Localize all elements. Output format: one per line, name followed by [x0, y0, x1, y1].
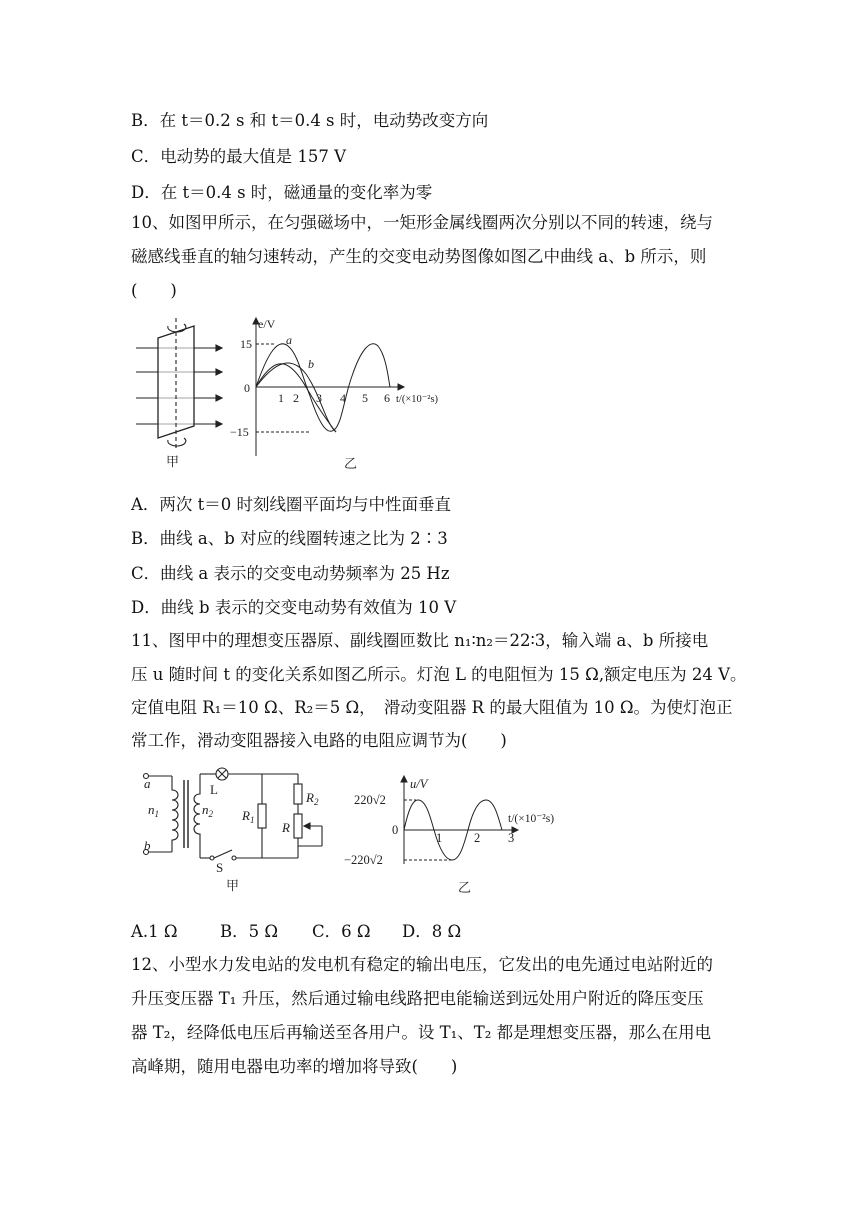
q12-stem-line-2: 升压变压器 T₁ 升压，然后通过输电线路把电能输送到远处用户附近的降压变压 — [131, 989, 704, 1008]
q12-stem-line-1: 12、小型水力发电站的发电机有稳定的输出电压，它发出的电先通过电站附近的 — [131, 955, 713, 974]
q10-graph-caption: 乙 — [344, 456, 358, 471]
q11-stem-line-2: 压 u 随时间 t 的变化关系如图乙所示。灯泡 L 的电阻恒为 15 Ω,额定电压为 24 V。 — [131, 665, 747, 684]
q10-graph-y-neg15: −15 — [230, 425, 249, 439]
q11-n1-label: $n_1$ — [148, 802, 159, 819]
q11-switch-label: S — [216, 860, 224, 875]
q10-stem-line-1: 10、如图甲所示，在匀强磁场中，一矩形金属线圈两次分别以不同的转速，绕与 — [131, 213, 713, 232]
q11-graph-x-2: 2 — [474, 831, 481, 845]
q10-graph-y-0: 0 — [244, 381, 250, 395]
q10-coil-caption: 甲 — [166, 454, 180, 469]
q10-graph-x-1: 1 — [278, 391, 284, 405]
q11-graph-y-top: 220√2 — [354, 793, 386, 807]
q11-ut-graph — [340, 774, 590, 898]
q11-graph-y-label: u/V — [410, 777, 428, 791]
q9-option-d: D．在 t＝0.4 s 时，磁通量的变化率为零 — [131, 183, 433, 202]
q10-graph-x-5: 5 — [362, 391, 368, 405]
q11-stem-line-1: 11、图甲中的理想变压器原、副线圈匝数比 n₁∶n₂＝22∶3，输入端 a、b 所接电 — [131, 631, 709, 650]
q10-graph-x-2: 2 — [293, 391, 299, 405]
q11-graph-x-3: 3 — [508, 831, 515, 845]
q11-circuit-caption: 甲 — [226, 878, 240, 893]
q10-graph-x-3: 3 — [316, 391, 322, 405]
q11-n2-label: $n_2$ — [202, 802, 213, 819]
q11-option-d: D．8 Ω — [402, 922, 462, 941]
q10-option-d: D．曲线 b 表示的交变电动势有效值为 10 V — [131, 598, 457, 617]
q9-option-b: B．在 t＝0.2 s 和 t＝0.4 s 时，电动势改变方向 — [131, 111, 489, 130]
q11-graph-x-label: t/(×10⁻²s) — [508, 813, 555, 825]
q11-terminal-b: b — [144, 838, 151, 853]
q10-curve-b-label: b — [308, 357, 314, 371]
q10-graph-x-6: 6 — [384, 391, 390, 405]
q11-r1-label: $R_1$ — [242, 808, 255, 825]
q10-et-graph — [226, 316, 456, 472]
q11-lamp-label: L — [210, 782, 218, 797]
q12-stem-line-3: 器 T₂，经降低电压后再输送至各用户。设 T₁、T₂ 都是理想变压器，那么在用电 — [131, 1023, 712, 1042]
q10-graph-x-label: t/(×10⁻²s) — [396, 394, 439, 405]
q11-graph-y-zero: 0 — [392, 823, 399, 837]
q11-graph-caption: 乙 — [458, 880, 472, 895]
q10-graph-y-label: e/V — [258, 317, 276, 331]
q11-option-c: C．6 Ω — [312, 922, 371, 941]
q11-rheostat-label: R — [282, 820, 290, 835]
q10-stem-line-3: ( ) — [131, 281, 177, 300]
q10-curve-a-label: a — [286, 333, 292, 347]
q10-option-a: A．两次 t＝0 时刻线圈平面均与中性面垂直 — [131, 495, 452, 514]
q11-stem-line-3: 定值电阻 R₁＝10 Ω、R₂＝5 Ω， 滑动变阻器 R 的最大阻值为 10 Ω。为使灯泡正 — [131, 698, 733, 717]
q11-stem-line-4: 常工作，滑动变阻器接入电路的电阻应调节为( ) — [131, 731, 507, 750]
q11-terminal-a: a — [144, 776, 151, 791]
q11-circuit-figure — [136, 766, 346, 898]
q9-option-c: C．电动势的最大值是 157 V — [131, 147, 347, 166]
q11-r2-label: $R_2$ — [306, 790, 319, 807]
q11-option-a: A.1 Ω — [131, 922, 178, 941]
q10-graph-y-15: 15 — [240, 337, 252, 351]
q11-graph-x-1: 1 — [436, 831, 443, 845]
q10-option-c: C．曲线 a 表示的交变电动势频率为 25 Hz — [131, 564, 450, 583]
q11-option-b: B．5 Ω — [220, 922, 279, 941]
q10-graph-x-4: 4 — [340, 391, 346, 405]
q10-stem-line-2: 磁感线垂直的轴匀速转动，产生的交变电动势图像如图乙中曲线 a、b 所示，则 — [131, 247, 707, 266]
q11-graph-y-bottom: −220√2 — [344, 853, 383, 867]
q12-stem-line-4: 高峰期，随用电器电功率的增加将导致( ) — [131, 1057, 458, 1076]
q10-coil-figure — [130, 316, 226, 472]
q10-option-b: B．曲线 a、b 对应的线圈转速之比为 2∶3 — [131, 529, 448, 548]
